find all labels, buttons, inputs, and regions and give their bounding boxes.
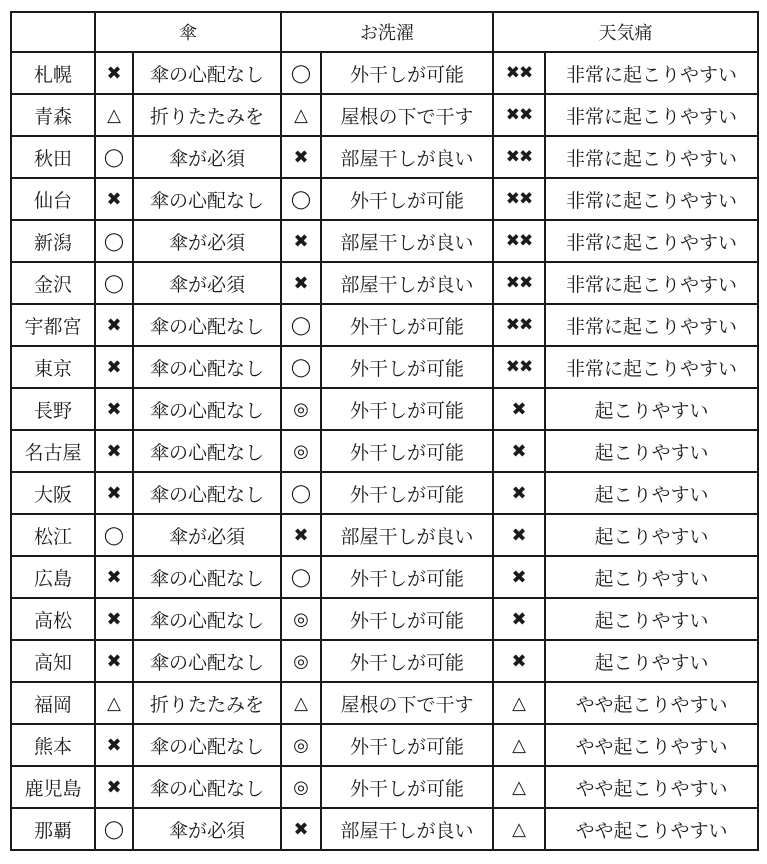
weather-pain-symbol: ✖✖ <box>493 220 545 262</box>
umbrella-symbol: ✖ <box>95 472 133 514</box>
weather-pain-symbol: ✖ <box>493 472 545 514</box>
laundry-text: 外干しが可能 <box>321 304 493 346</box>
laundry-text: 外干しが可能 <box>321 52 493 94</box>
laundry-symbol: ◎ <box>281 598 321 640</box>
laundry-symbol: ✖ <box>281 136 321 178</box>
umbrella-text: 傘の心配なし <box>133 472 281 514</box>
header-laundry: お洗濯 <box>281 12 493 52</box>
umbrella-symbol: ✖ <box>95 640 133 682</box>
laundry-text: 外干しが可能 <box>321 724 493 766</box>
weather-pain-symbol: ✖✖ <box>493 346 545 388</box>
umbrella-text: 傘の心配なし <box>133 304 281 346</box>
table-row <box>11 430 758 472</box>
umbrella-symbol: ✖ <box>95 598 133 640</box>
laundry-text: 外干しが可能 <box>321 598 493 640</box>
weather-pain-symbol: △ <box>493 682 545 724</box>
umbrella-text: 傘の心配なし <box>133 640 281 682</box>
laundry-symbol: ✖ <box>281 808 321 850</box>
umbrella-symbol: ✖ <box>95 178 133 220</box>
weather-pain-text: 非常に起こりやすい <box>545 136 758 178</box>
header-city <box>11 12 95 52</box>
table-row <box>11 94 758 136</box>
laundry-symbol: ◎ <box>281 724 321 766</box>
weather-pain-text: 非常に起こりやすい <box>545 52 758 94</box>
laundry-symbol: ◯ <box>281 472 321 514</box>
umbrella-text: 傘の心配なし <box>133 598 281 640</box>
umbrella-text: 傘が必須 <box>133 808 281 850</box>
laundry-symbol: ◎ <box>281 430 321 472</box>
weather-pain-symbol: ✖ <box>493 430 545 472</box>
city-cell: 青森 <box>11 94 95 136</box>
laundry-symbol: ✖ <box>281 220 321 262</box>
laundry-text: 部屋干しが良い <box>321 136 493 178</box>
city-cell: 大阪 <box>11 472 95 514</box>
umbrella-text: 折りたたみを <box>133 94 281 136</box>
table-row <box>11 766 758 808</box>
weather-pain-text: 非常に起こりやすい <box>545 94 758 136</box>
laundry-symbol: △ <box>281 94 321 136</box>
city-cell: 高知 <box>11 640 95 682</box>
laundry-text: 外干しが可能 <box>321 430 493 472</box>
city-cell: 福岡 <box>11 682 95 724</box>
table-row <box>11 136 758 178</box>
city-cell: 松江 <box>11 514 95 556</box>
umbrella-symbol: ✖ <box>95 52 133 94</box>
umbrella-symbol: ◯ <box>95 220 133 262</box>
umbrella-symbol: ✖ <box>95 766 133 808</box>
city-cell: 広島 <box>11 556 95 598</box>
umbrella-text: 傘が必須 <box>133 262 281 304</box>
umbrella-symbol: ◯ <box>95 136 133 178</box>
city-cell: 札幌 <box>11 52 95 94</box>
weather-pain-text: 起こりやすい <box>545 640 758 682</box>
city-cell: 熊本 <box>11 724 95 766</box>
umbrella-symbol: △ <box>95 682 133 724</box>
umbrella-text: 傘の心配なし <box>133 766 281 808</box>
weather-pain-symbol: ✖✖ <box>493 94 545 136</box>
laundry-symbol: ✖ <box>281 262 321 304</box>
weather-pain-text: 起こりやすい <box>545 514 758 556</box>
weather-pain-symbol: ✖ <box>493 514 545 556</box>
laundry-symbol: ◯ <box>281 178 321 220</box>
umbrella-symbol: ◯ <box>95 514 133 556</box>
laundry-symbol: ◎ <box>281 766 321 808</box>
weather-pain-symbol: ✖✖ <box>493 178 545 220</box>
city-cell: 名古屋 <box>11 430 95 472</box>
umbrella-text: 傘の心配なし <box>133 388 281 430</box>
laundry-text: 部屋干しが良い <box>321 262 493 304</box>
city-cell: 鹿児島 <box>11 766 95 808</box>
table-row <box>11 220 758 262</box>
umbrella-symbol: ✖ <box>95 388 133 430</box>
laundry-symbol: ◎ <box>281 640 321 682</box>
city-cell: 金沢 <box>11 262 95 304</box>
umbrella-text: 傘の心配なし <box>133 178 281 220</box>
umbrella-text: 傘が必須 <box>133 514 281 556</box>
umbrella-text: 傘の心配なし <box>133 556 281 598</box>
laundry-text: 部屋干しが良い <box>321 220 493 262</box>
table-row <box>11 682 758 724</box>
table-row <box>11 346 758 388</box>
laundry-symbol: ◯ <box>281 346 321 388</box>
table-row <box>11 808 758 850</box>
laundry-text: 外干しが可能 <box>321 766 493 808</box>
laundry-symbol: ◎ <box>281 388 321 430</box>
city-cell: 仙台 <box>11 178 95 220</box>
weather-pain-text: 非常に起こりやすい <box>545 220 758 262</box>
table-row <box>11 556 758 598</box>
umbrella-text: 傘の心配なし <box>133 724 281 766</box>
weather-pain-text: 起こりやすい <box>545 556 758 598</box>
umbrella-symbol: ◯ <box>95 808 133 850</box>
table-row <box>11 178 758 220</box>
laundry-symbol: ◯ <box>281 52 321 94</box>
weather-pain-text: 非常に起こりやすい <box>545 178 758 220</box>
umbrella-symbol: ✖ <box>95 556 133 598</box>
weather-pain-symbol: △ <box>493 724 545 766</box>
umbrella-symbol: ✖ <box>95 304 133 346</box>
laundry-text: 外干しが可能 <box>321 346 493 388</box>
umbrella-symbol: △ <box>95 94 133 136</box>
laundry-text: 外干しが可能 <box>321 556 493 598</box>
laundry-text: 外干しが可能 <box>321 178 493 220</box>
table-row <box>11 514 758 556</box>
weather-pain-text: やや起こりやすい <box>545 766 758 808</box>
laundry-symbol: ◯ <box>281 304 321 346</box>
weather-pain-symbol: ✖ <box>493 640 545 682</box>
weather-pain-text: やや起こりやすい <box>545 724 758 766</box>
weather-pain-symbol: ✖ <box>493 598 545 640</box>
weather-pain-symbol: ✖✖ <box>493 136 545 178</box>
laundry-symbol: ✖ <box>281 514 321 556</box>
weather-pain-symbol: ✖✖ <box>493 52 545 94</box>
laundry-text: 外干しが可能 <box>321 388 493 430</box>
table-body <box>11 52 758 850</box>
weather-pain-symbol: ✖ <box>493 388 545 430</box>
umbrella-text: 傘が必須 <box>133 136 281 178</box>
city-cell: 那覇 <box>11 808 95 850</box>
umbrella-symbol: ◯ <box>95 262 133 304</box>
laundry-text: 外干しが可能 <box>321 640 493 682</box>
umbrella-text: 傘の心配なし <box>133 430 281 472</box>
header-row <box>11 12 758 52</box>
laundry-text: 外干しが可能 <box>321 472 493 514</box>
umbrella-symbol: ✖ <box>95 346 133 388</box>
weather-pain-text: やや起こりやすい <box>545 682 758 724</box>
table-row <box>11 52 758 94</box>
table-row <box>11 472 758 514</box>
table-row <box>11 724 758 766</box>
umbrella-text: 傘の心配なし <box>133 346 281 388</box>
weather-pain-symbol: ✖✖ <box>493 304 545 346</box>
laundry-text: 屋根の下で干す <box>321 682 493 724</box>
table-row <box>11 388 758 430</box>
city-cell: 宇都宮 <box>11 304 95 346</box>
laundry-symbol: ◯ <box>281 556 321 598</box>
laundry-text: 部屋干しが良い <box>321 514 493 556</box>
weather-pain-text: やや起こりやすい <box>545 808 758 850</box>
weather-pain-text: 非常に起こりやすい <box>545 346 758 388</box>
city-cell: 高松 <box>11 598 95 640</box>
laundry-symbol: △ <box>281 682 321 724</box>
table-row <box>11 640 758 682</box>
city-cell: 新潟 <box>11 220 95 262</box>
weather-pain-symbol: ✖✖ <box>493 262 545 304</box>
weather-pain-symbol: ✖ <box>493 556 545 598</box>
city-cell: 長野 <box>11 388 95 430</box>
city-cell: 東京 <box>11 346 95 388</box>
forecast-table-wrapper <box>10 11 759 851</box>
weather-pain-text: 起こりやすい <box>545 598 758 640</box>
header-weather-pain: 天気痛 <box>493 12 758 52</box>
city-cell: 秋田 <box>11 136 95 178</box>
umbrella-symbol: ✖ <box>95 724 133 766</box>
table-row <box>11 598 758 640</box>
laundry-text: 屋根の下で干す <box>321 94 493 136</box>
table-row <box>11 262 758 304</box>
umbrella-symbol: ✖ <box>95 430 133 472</box>
table-row <box>11 304 758 346</box>
umbrella-text: 傘が必須 <box>133 220 281 262</box>
laundry-text: 部屋干しが良い <box>321 808 493 850</box>
weather-pain-symbol: △ <box>493 808 545 850</box>
weather-pain-text: 起こりやすい <box>545 430 758 472</box>
weather-pain-text: 非常に起こりやすい <box>545 262 758 304</box>
umbrella-text: 折りたたみを <box>133 682 281 724</box>
weather-pain-text: 起こりやすい <box>545 472 758 514</box>
umbrella-text: 傘の心配なし <box>133 52 281 94</box>
weather-pain-text: 起こりやすい <box>545 388 758 430</box>
header-umbrella: 傘 <box>95 12 281 52</box>
forecast-table <box>10 11 759 851</box>
weather-pain-symbol: △ <box>493 766 545 808</box>
weather-pain-text: 非常に起こりやすい <box>545 304 758 346</box>
